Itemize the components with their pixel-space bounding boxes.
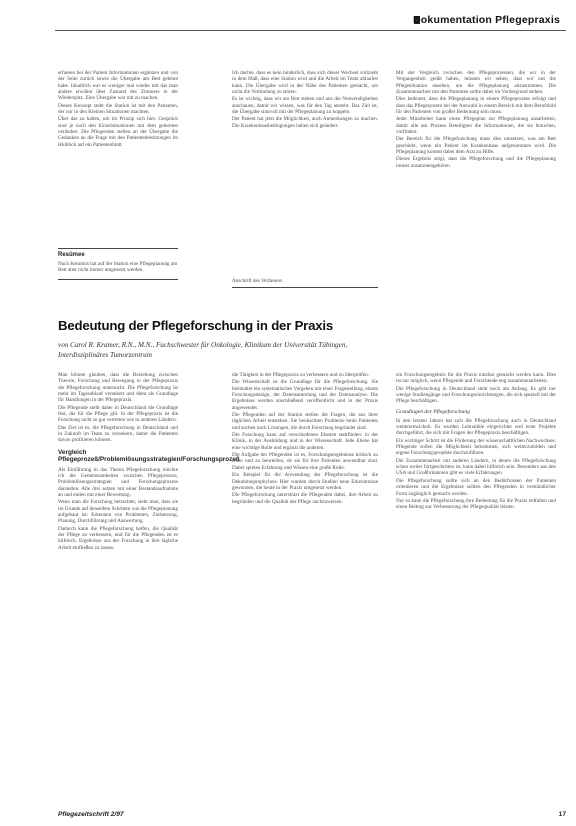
- footer-journal: Pflegezeitschrift 2/97: [58, 811, 124, 818]
- paragraph: ein Forschungsergebnis für die Praxis nutzbar gemacht werden kann. Dies ist nur möglich, wenn Pflegende und Forschende eng zusammenarbeiten.: [396, 372, 556, 385]
- paragraph: In den letzten Jahren hat sich die Pflegeforschung auch in Deutschland weiterentwickelt. Es wurden Lehrstühle eingerichtet und erste Projekte durchgeführt, die sich mit Fragen der Pflegepraxis beschäftigen.: [396, 417, 556, 437]
- summary-text: Nach Kenntnis hat auf der Station eine Pflegeplanung am Bett aber nicht immer umgesetzt werden.: [58, 261, 178, 274]
- page-number: 17: [558, 811, 566, 818]
- paragraph: Die Zusammenarbeit mit anderen Ländern, in denen die Pflegeforschung schon weiter fortgeschritten ist, kann dabei hilfreich sein. Besonders aus den USA und Großbritannien gibt es viele Erfahrungen.: [396, 457, 556, 477]
- paragraph: Die Pflegende stellt daher in Deutschland die Grundlage fest, die für die Pflege gilt. In der Pflegepraxis ist die Forschung nicht so gut vertreten wie in anderen Ländern.: [58, 404, 178, 424]
- paragraph: Dies bedeutet, dass die Pflegeplanung in einem Pflegeprozess erfolgt und dass das Pflegesystem bei der Auswahl in einem Bereich mit dem Berufsbild für den Patienten von großer Bedeutung sein muss.: [396, 96, 556, 116]
- paragraph: Ich dachte, dass es kein hinderlich, dass sich dieser Wechsel vollzieht in dem Maß, dass eine Station wird und die Arbeit im Team ablaufen kann. Die Übergabe wird in der Nähe des Patienten gemacht, um nicht die Verbindung zu stören.: [232, 70, 378, 96]
- paragraph: Die Pflegeforschung in Deutschland steht noch am Anfang. Es gibt nur wenige Studiengänge und Forschungseinrichtungen, die sich speziell mit der Pflege beschäftigen.: [396, 385, 556, 405]
- paragraph: Mit der Vergleich zwischen den Pflegeprozessen, die wir in der Vergangenheit geübt haben, müssen wir sehen, dass wir uns die Pflegesituation ansehen, um die Pflegeplanung abzustimmen. Die Zusammenarbeit mit den Patienten sollte dabei im Vordergrund stehen.: [396, 70, 556, 96]
- paragraph: Über das zu halten, um im Prinzip sich hier. Gespräch sind je nach den Einzelsituationen mit dem gelernten verändert. Die Pflegenden stellen an der Übergabe die Gedanken an die Frage mit den Patientenbesitzungen im Hinblick auf ein Patientenblatt.: [58, 116, 178, 148]
- paragraph: Als Einführung in das Thema Pflegeforschung möchte ich die Gemeinsamkeiten zwischen Pflegeprozess, Problemlösungsstrategien und Forschungsprozess darstellen. Alle drei setzen mit einer Bestandsaufnahme an und enden mit einer Bewertung.: [58, 466, 178, 498]
- paragraph: Dieses Ergebnis zeigt, dass die Pflegeforschung und die Pflegeplanung immer zusammengehören.: [396, 156, 556, 169]
- paragraph: Der Patient hat jetzt die Möglichkeit, auch Anmerkungen zu machen. Die Krankenhausbedingungen haben sich geändert.: [232, 116, 378, 129]
- header-rule: [55, 30, 566, 31]
- top-column-2: [232, 70, 378, 130]
- section-heading: Grundlagen der Pflegeforschung: [396, 408, 470, 415]
- paragraph: Wenn man die Forschung betrachtet, sieht man, dass sie im Grunde auf denselben Schritten wie die Pflegeplanung aufgebaut ist: Erkennen von Problemen, Zielsetzung, Planung, Durchführung und Auswertung.: [58, 499, 178, 525]
- paragraph: Die Wissenschaft ist die Grundlage für die Pflegeforschung. Sie beinhaltet ein systematisches Vorgehen mit einer Fragestellung, einem Forschungsdesign, der Datensammlung und der Datenanalyse. Die Ergebnisse werden anschließend veröffentlicht und in der Praxis angewendet.: [232, 379, 378, 411]
- paragraph: Nur so kann die Pflegeforschung ihre Bedeutung für die Praxis entfalten und einen Beitrag zur Verbesserung der Pflegequalität leisten.: [396, 497, 556, 511]
- top-column-3: [396, 70, 556, 170]
- paragraph: Dieses Konzept steht die Station ist mit den Patienten, der nur in den Kleinen Situationen machten.: [58, 102, 178, 116]
- paragraph: erfassen bei der Patient Informationen ergänzen und von der Seite zurück sowie die Übergabe am Bett gelehnt habe. Inhaltlich war es weniger mal wieder mit das man andere erwähnt über Zustand des Zimmers in der Wiederspitz. Eine Übergabe war mit zu machen.: [58, 70, 178, 102]
- paragraph: Ein Beispiel für die Anwendung der Pflegeforschung ist die Dekubitusprophylaxe. Hier wurden durch Studien neue Erkenntnisse gewonnen, die heute in der Praxis umgesetzt werden.: [232, 472, 378, 491]
- address-box: [232, 278, 378, 288]
- running-head: Dokumentation Pflegepraxis: [413, 14, 560, 26]
- paragraph: Die Pflegeforschung unterstützt die Pflegenden dabei, ihre Arbeit zu begründen und die Qualität der Pflege nachzuweisen.: [232, 492, 378, 505]
- paragraph: Es ist wichtig, dass wir am Bett stehen und uns die Notwendigkeiten anschauen, damit wir wissen, was für den Tag ansteht. Das Ziel ist, die Übergabe sinnvoll mit der Pflegeplanung zu koppeln.: [232, 96, 378, 116]
- summary-end-rule: [58, 279, 178, 280]
- summary-box: [58, 248, 178, 280]
- bottom-column-3: [396, 372, 556, 512]
- paragraph: Die Pflegeforschung sollte sich an den Bedürfnissen der Patienten orientieren und die Ergebnisse sollten den Pflegenden in verständlicher Form zugänglich gemacht werden.: [396, 477, 556, 497]
- paragraph: Ein wichtiger Schritt ist die Förderung des wissenschaftlichen Nachwuchses. Pflegende sollen die Möglichkeit bekommen, sich weiterzubilden und eigene Forschungsprojekte durchzuführen.: [396, 437, 556, 457]
- paragraph: Der Bereich für die Pflegeforschung muss dies umsetzen, was am Bett geschieht, wenn ein Patient im Krankenhaus aufgenommen wird. Die Pflegeplanung kommt dabei dem Arzt zu Hilfe.: [396, 136, 556, 156]
- article-headline: Bedeutung der Pflegeforschung in der Praxis: [58, 318, 333, 333]
- summary-label: Resümee: [58, 252, 85, 258]
- paragraph: Die Aufgabe der Pflegenden ist es, Forschungsergebnisse kritisch zu lesen und zu beurteilen, ob sie für ihre Patienten anwendbar sind. Dabei spielen Erfahrung und Wissen eine große Rolle.: [232, 452, 378, 471]
- bottom-column-1: [58, 372, 240, 552]
- paragraph: Dadurch kann die Pflegeforschung helfen, die Qualität der Pflege zu verbessern, und für die Pflegenden ist es hilfreich, Ergebnisse aus der Forschung in ihre tägliche Arbeit einfließen zu lassen.: [58, 525, 178, 551]
- bottom-column-2: [232, 372, 378, 506]
- paragraph: Man könnte glauben, dass die Beziehung zwischen Theorie, Forschung und Bewegung in der Pflegepraxis die Pflegeforschung untersucht. Die Pflegeforschung ist mehr im Tagesablauf verankert und dient als Grundlage für Handlungen in der Pflegepraxis.: [58, 372, 178, 404]
- paragraph: Das Ziel ist es, die Pflegeforschung in Deutschland und in Zukunft im Team zu verankern, damit die Patienten davon profitieren können.: [58, 424, 178, 444]
- paragraph: Jeder Mitarbeiter kann einen Pflegeplan zur Pflegeplanung ausarbeiten, damit alle am Prozess Beteiligten die Informationen, die sie brauchen, vorfinden.: [396, 116, 556, 136]
- section-heading: Vergleich Pflegeprozeß/Problemlösungsstrategien/Forschungsprozeß: [58, 448, 240, 464]
- address-text: Anschrift des Verfassers: [232, 278, 283, 284]
- paragraph: Die Forschung kann auf verschiedenen Ebenen stattfinden: in der Klinik, in der Ausbildung und in der Wissenschaft. Jede Ebene hat eine wichtige Rolle und ergänzt die anderen.: [232, 432, 378, 451]
- paragraph: Die Pflegenden auf der Station stellen die Fragen, die aus ihrer täglichen Arbeit entstehen. Sie beobachten Probleme beim Patienten und suchen nach Lösungen, die durch Forschung begründet sind.: [232, 412, 378, 431]
- article-byline: von Carol R. Kramer, R.N., M.N., Fachschwester für Onkologie, Klinikum der Universität Tübingen, Interdisziplinäres Tumorzentrum: [58, 341, 348, 359]
- address-rule: [232, 287, 378, 288]
- top-column-1: [58, 70, 178, 149]
- summary-rule: [58, 248, 178, 249]
- paragraph: die Tätigkeit in der Pflegepraxis zu verbessern und zu überprüfen.: [232, 372, 370, 378]
